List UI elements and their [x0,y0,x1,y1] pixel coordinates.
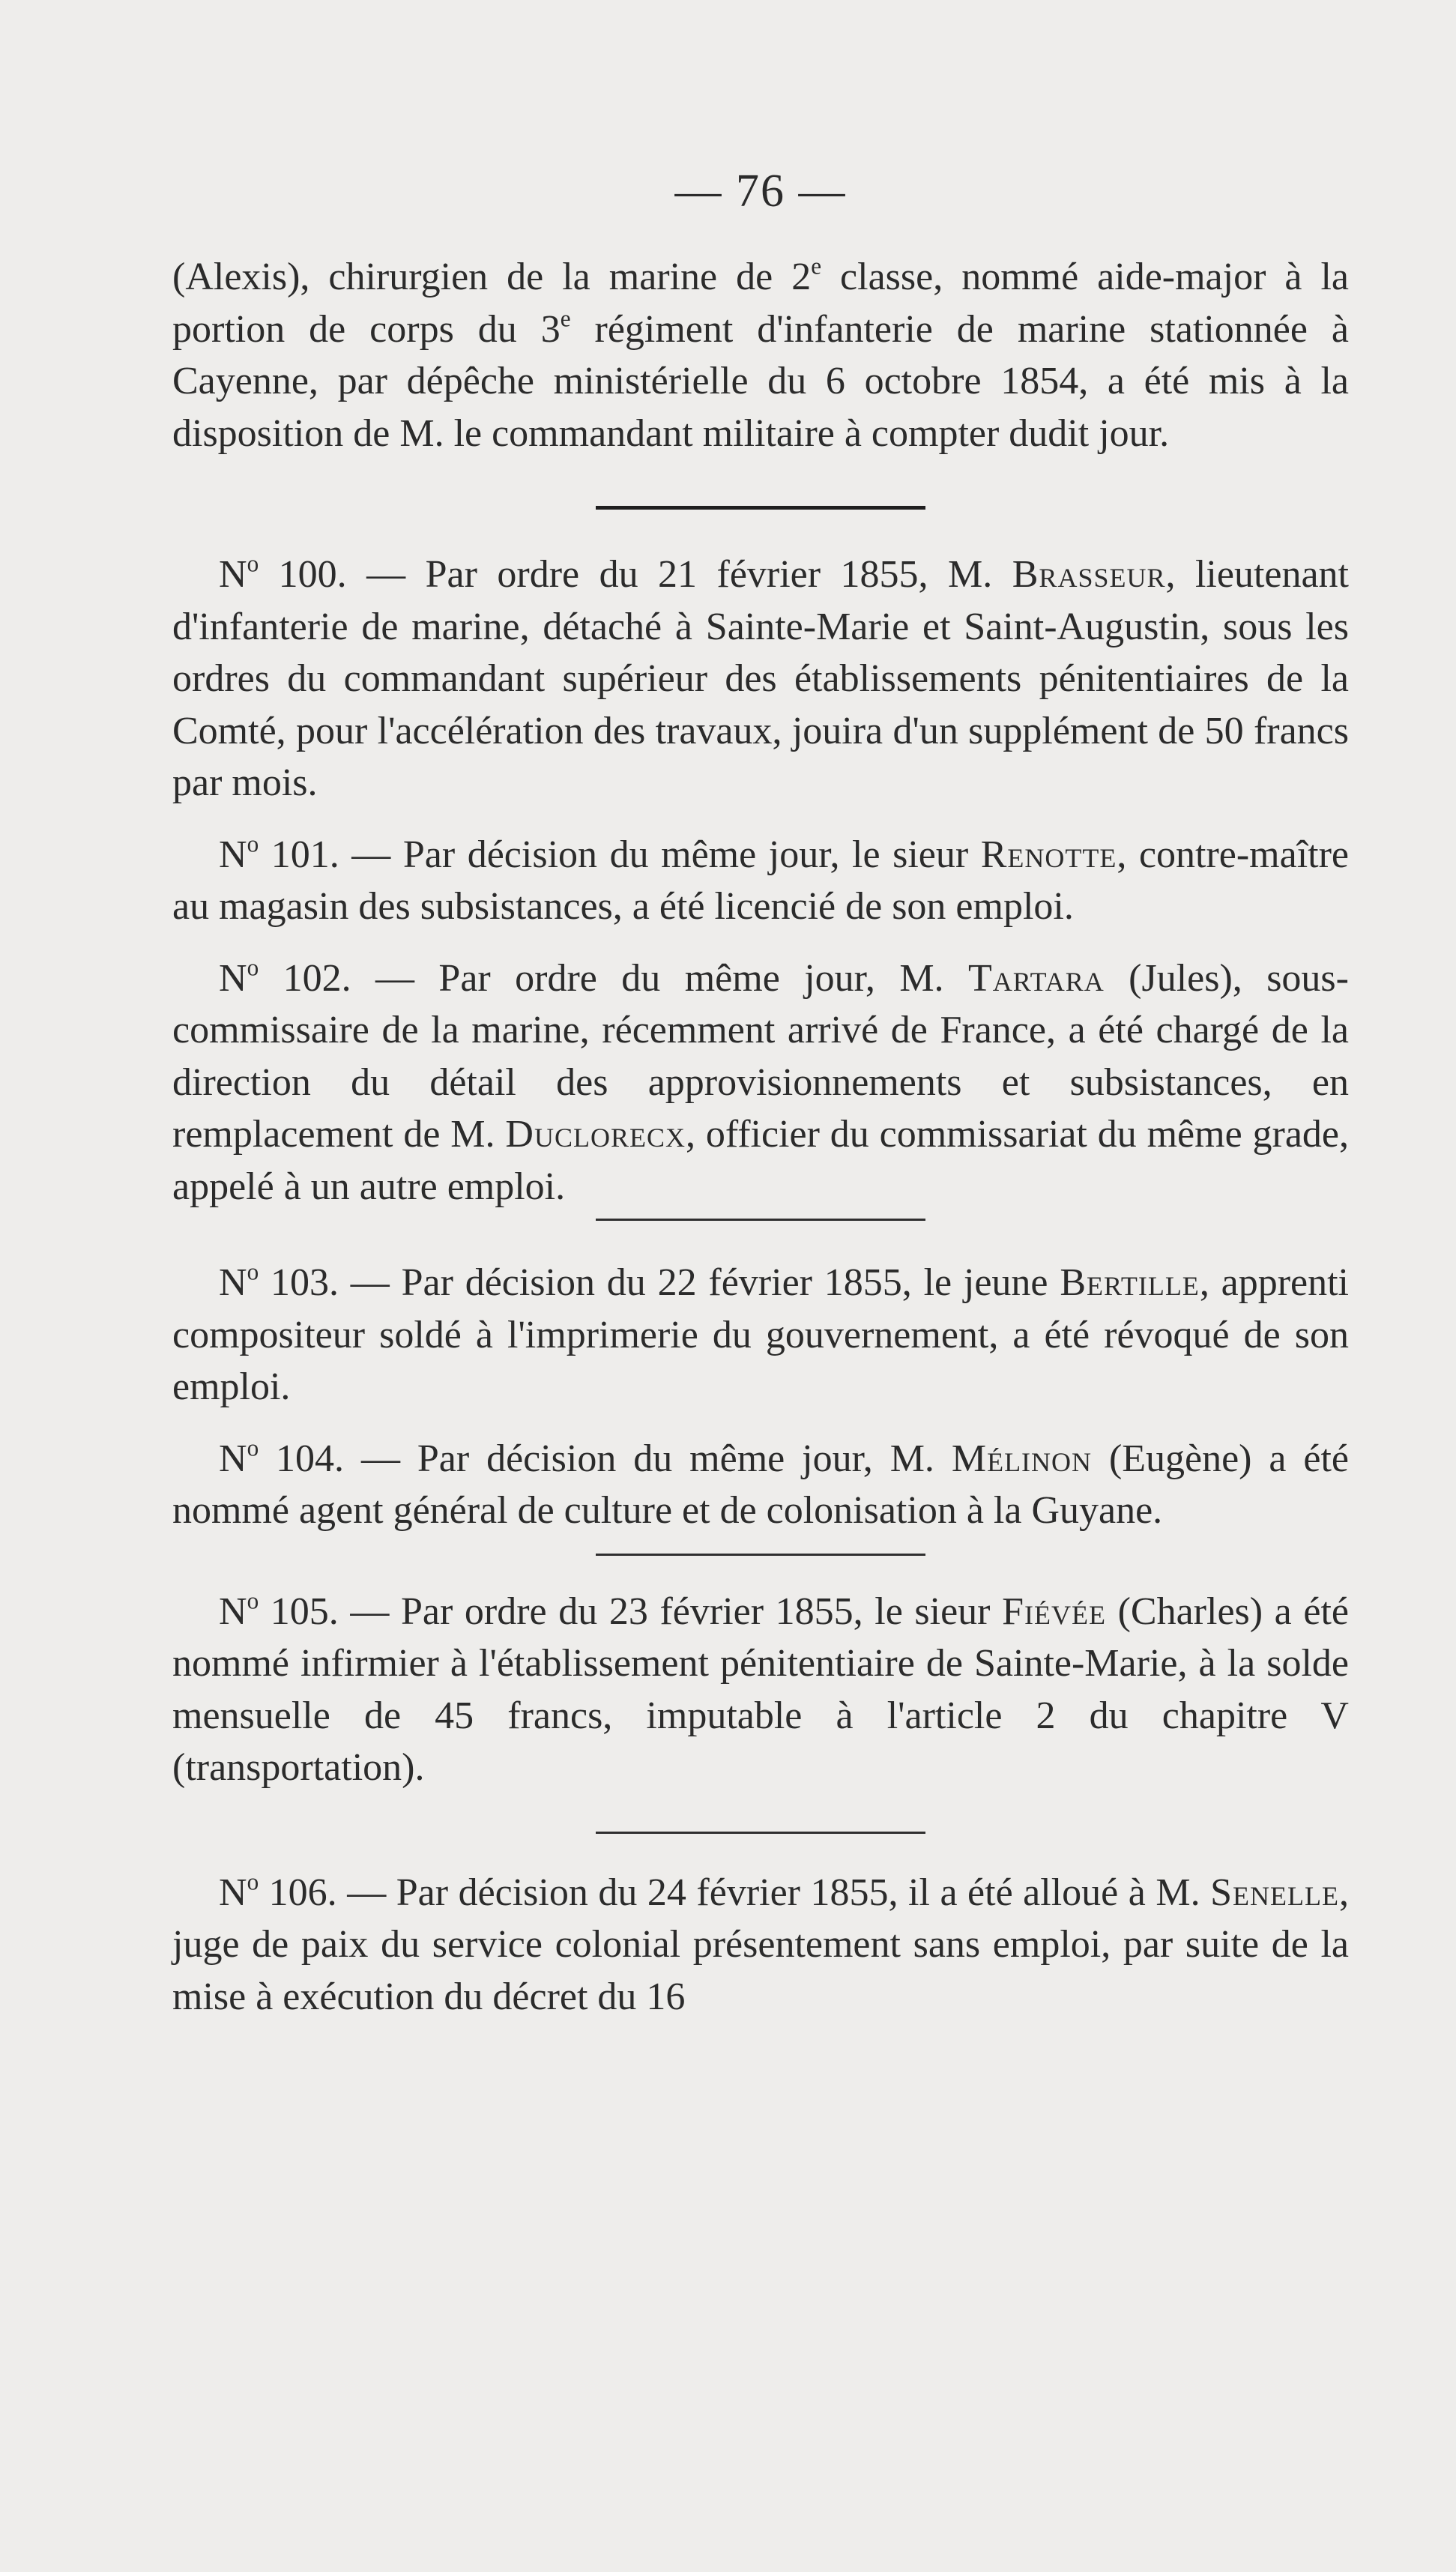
person-name: Bertille [1060,1261,1200,1304]
paragraph-101 [172,829,1349,933]
text-run: N [219,833,247,876]
person-name: Tartara [967,956,1105,1000]
paragraph-106 [172,1867,1349,2023]
section-divider [596,1832,925,1834]
section-divider [596,1554,925,1556]
person-name: Duclorecx [505,1113,686,1156]
paragraph-continuation [172,251,1349,459]
text-run: régiment d'infanterie de marine stationnée à Cayenne, par dépêche ministérielle du 6 octobre 1854, a été mis à la disposition de M. le commandant militaire à compter dudit jour. [172,307,1349,455]
superscript: o [247,550,259,577]
superscript: o [247,1434,259,1461]
text-run: , juge de paix du service colonial présentement sans emploi, par suite de la mise à exécution du décret du 16 [172,1871,1349,2018]
text-run: (Eugène) a été nommé agent général de culture et de colonisation à la Guyane. [172,1437,1349,1532]
text-run: , apprenti compositeur soldé à l'imprimerie du gouvernement, a été révoqué de son emploi. [172,1261,1349,1408]
text-run: N [219,553,247,596]
text-run: (Alexis), chirurgien de la marine de 2 [172,256,812,298]
text-run: 102. — Par ordre du même jour, M. [259,956,968,1000]
document-page [172,161,1349,2023]
paragraph-102 [172,953,1349,1213]
text-run: N [219,1590,247,1633]
text-run: N [219,1261,247,1304]
text-run: 101. — Par décision du même jour, le sieur [259,833,981,876]
paragraph-104 [172,1433,1349,1537]
text-run: N [219,956,247,1000]
superscript: o [247,954,259,981]
text-run: 103. — Par décision du 22 février 1855, le jeune [259,1261,1060,1304]
text-run: 104. — Par décision du même jour, M. [259,1437,952,1480]
text-run: , contre-maître au magasin des subsistances, a été licencié de son emploi. [172,833,1349,928]
text-run: (Charles) a été nommé infirmier à l'établissement pénitentiaire de Sainte-Marie, à la solde mensuelle de 45 francs, imputable à l'article 2 du chapitre V (transportation). [172,1590,1349,1789]
text-run: 100. — Par ordre du 21 février 1855, M. [259,553,1012,596]
text-run: N [219,1437,247,1480]
text-run: 105. — Par ordre du 23 février 1855, le sieur [259,1590,1003,1633]
text-run: N [219,1871,247,1914]
superscript: e [560,305,571,332]
person-name: Brasseur [1012,553,1166,596]
superscript: o [247,1868,259,1895]
page-number: — 76 — [674,166,847,217]
superscript: o [247,830,259,857]
text-run: (Jules), sous-commissaire de la marine, récemment arrivé de France, a été chargé de la direction du détail des approvisionnements et subsistances, en remplacement de M. [172,956,1349,1156]
superscript: e [811,253,822,280]
text-run: classe, nommé aide-major à la portion de corps du 3 [172,256,1349,351]
superscript: o [247,1258,259,1285]
paragraph-103 [172,1257,1349,1413]
person-name: Mélinon [951,1437,1093,1480]
section-divider [596,1219,925,1221]
text-run: , officier du commissariat du même grade, appelé à un autre emploi. [172,1113,1349,1208]
person-name: Fiévée [1002,1590,1106,1633]
person-name: Senelle [1210,1871,1339,1914]
paragraph-105 [172,1586,1349,1794]
text-run: , lieutenant d'infanterie de marine, détaché à Sainte-Marie et Saint-Augustin, sous les ordres du commandant supérieur des établissements pénitentiaires de la Comté, pour l'accélération des travaux, jouira d'un supplément de 50 francs par mois. [172,553,1350,804]
paragraph-100 [172,549,1349,809]
text-run: 106. — Par décision du 24 février 1855, il a été alloué à M. [259,1871,1211,1914]
section-divider [596,506,925,510]
superscript: o [247,1587,259,1614]
person-name: Renotte [980,833,1117,876]
